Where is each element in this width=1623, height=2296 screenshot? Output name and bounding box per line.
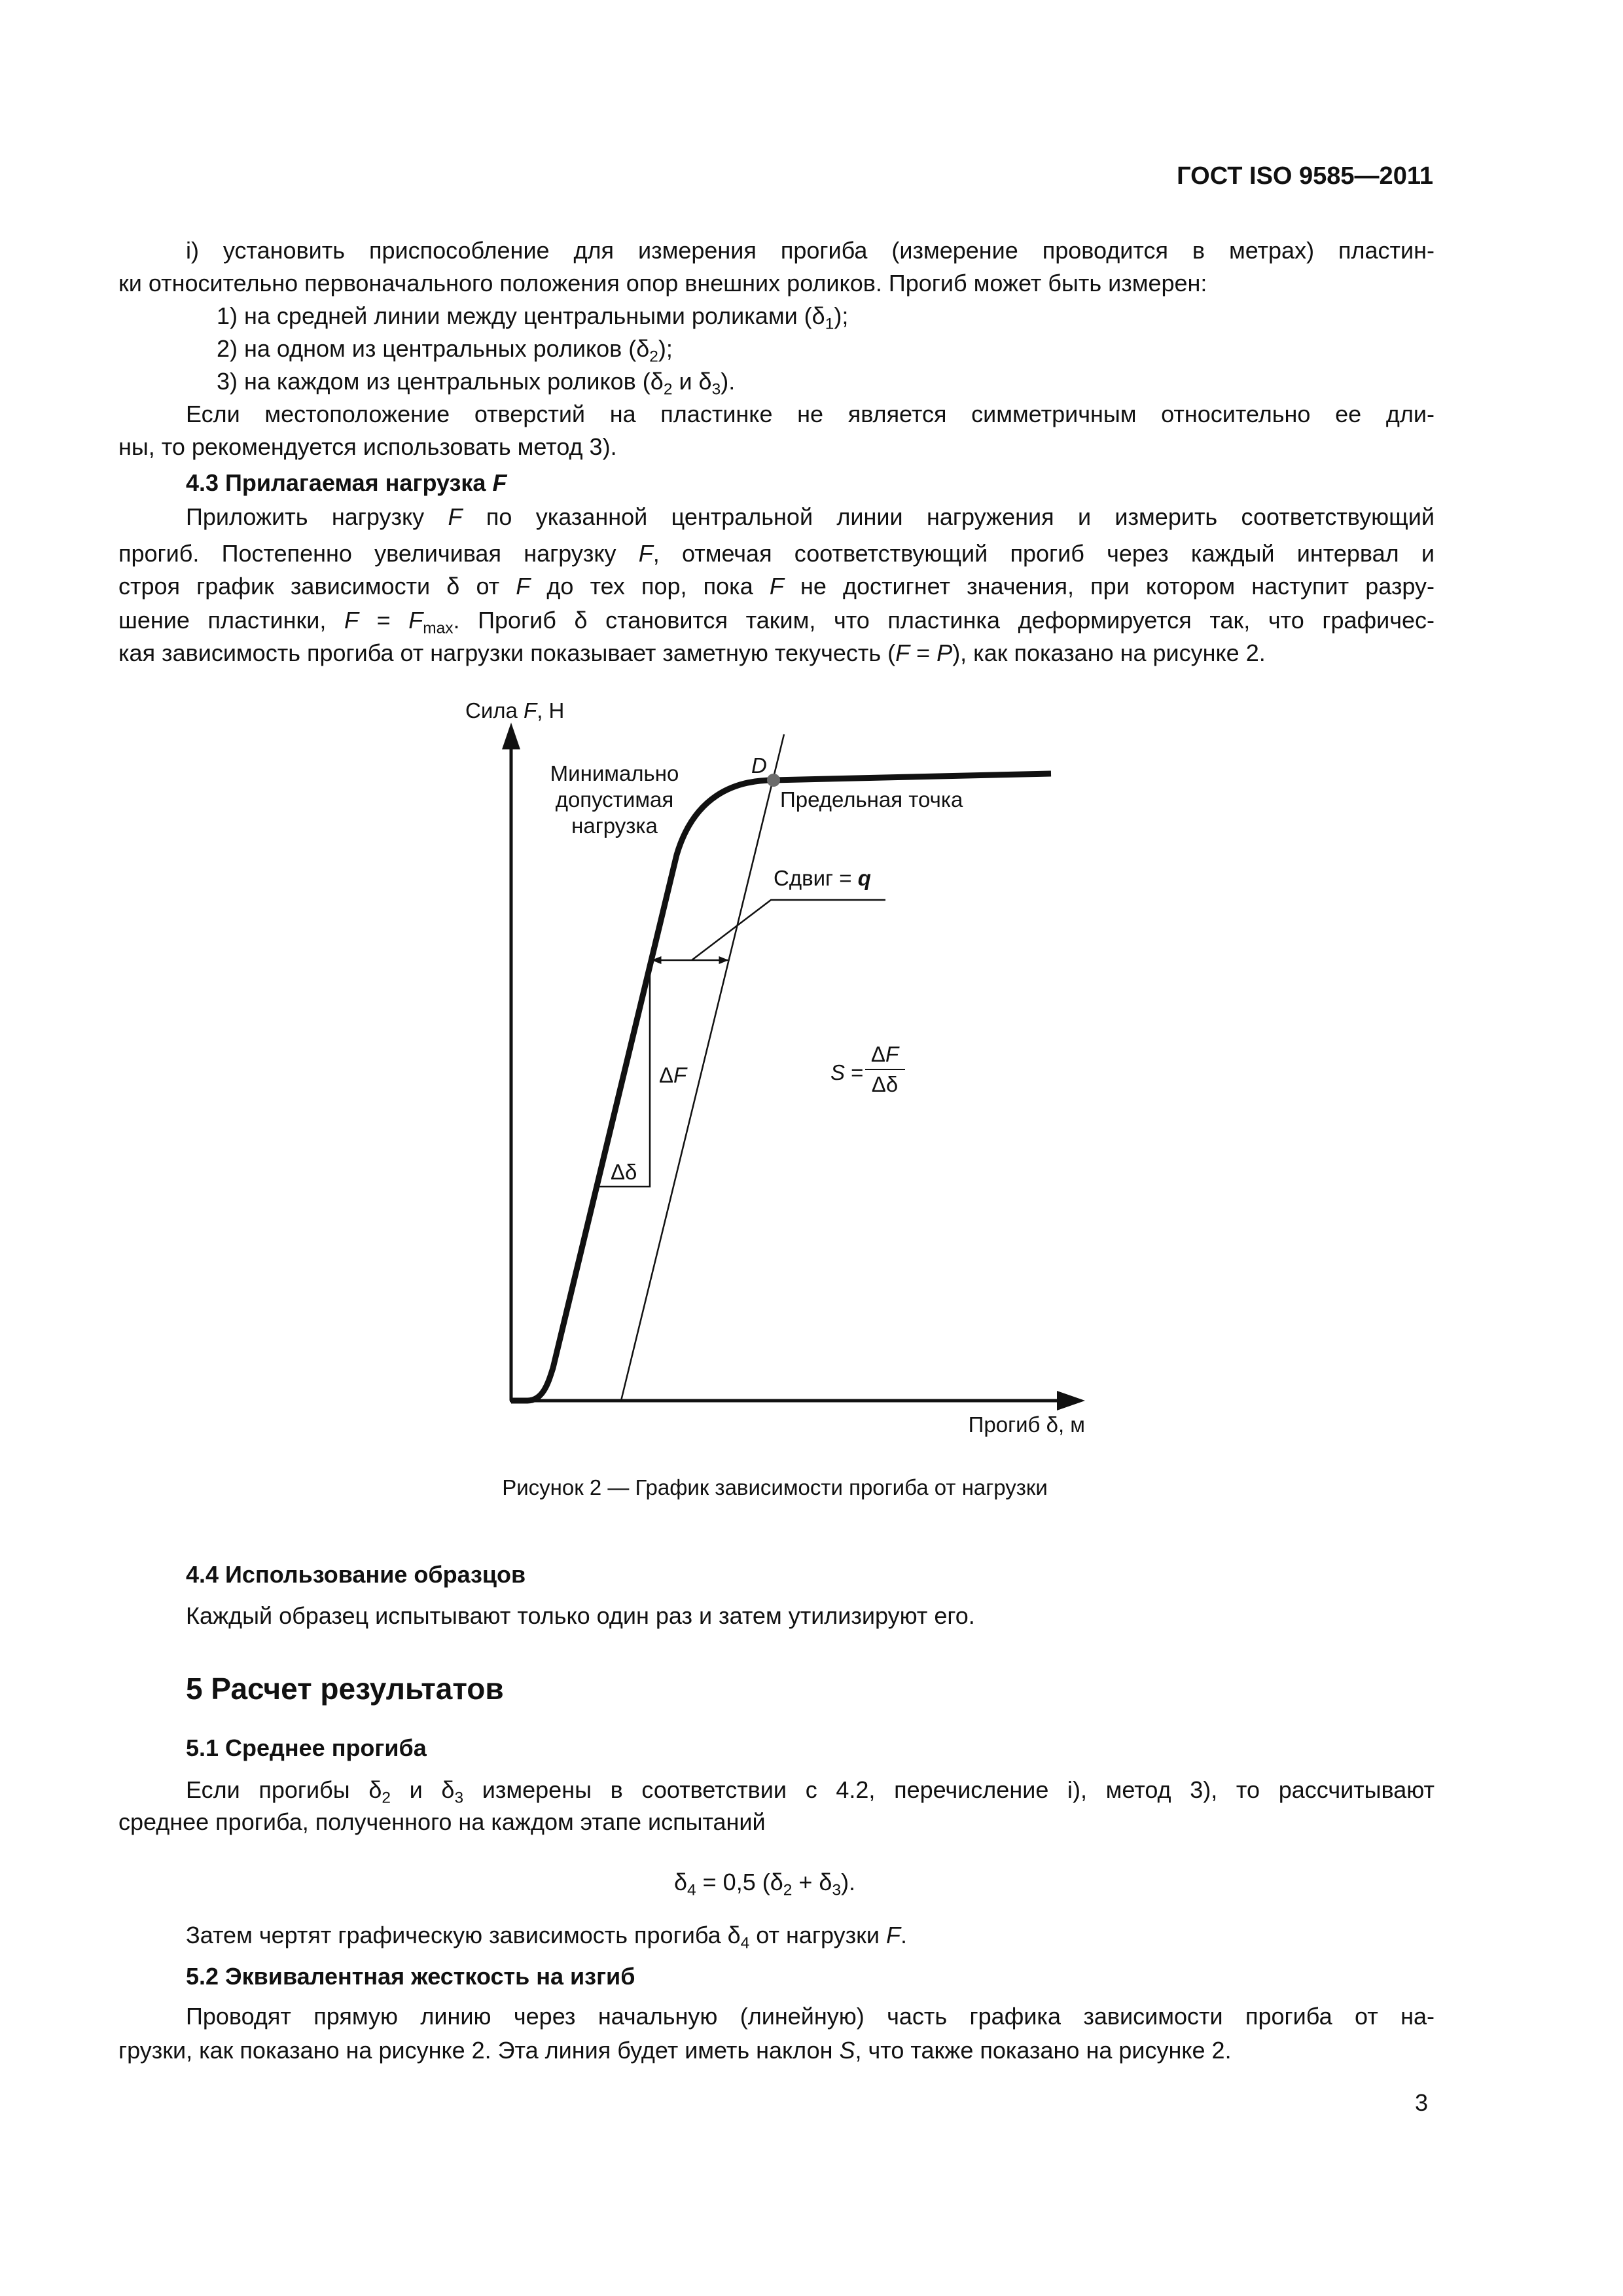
subscript: 4: [740, 1934, 750, 1952]
text-run: δ: [674, 1869, 688, 1895]
text-run: =: [359, 607, 409, 634]
text-run: и δ: [672, 368, 712, 395]
min-load-label-line: нагрузка: [571, 814, 658, 838]
text-run: P: [936, 639, 953, 666]
shift-leader-line: [692, 900, 885, 960]
text-run: ).: [721, 368, 736, 395]
paragraph-line: [186, 2000, 1435, 2033]
limit-point-label: Предельная точка: [780, 787, 963, 812]
text-run: ).: [841, 1869, 856, 1895]
paragraph-line: [186, 1774, 1435, 1806]
text-run: );: [834, 302, 849, 329]
text-run: Если местоположение отверстий на пластинке не является симметричным относительно ее дли-: [186, 401, 1435, 427]
subscript: 1: [825, 315, 834, 333]
text-run: .: [901, 1922, 908, 1948]
formula-delta4: [674, 1866, 855, 1899]
text-run: ки относительно первоначального положения опор внешних роликов. Прогиб может быть измерен:: [118, 270, 1207, 296]
x-axis-arrow-icon: [1057, 1391, 1085, 1410]
svg-text:S =: S =: [830, 1060, 864, 1085]
text-run: , что также показано на рисунке 2.: [855, 2037, 1232, 2064]
text-run: прогиб. Постепенно увеличивая нагрузку: [118, 540, 639, 567]
min-load-label-line: Минимально: [550, 761, 679, 785]
text-run: Каждый образец испытывают только один раз и затем утилизируют его.: [186, 1602, 975, 1629]
text-run: ны, то рекомендуется использовать метод 3).: [118, 433, 617, 460]
text-run: 4.4 Использование образцов: [186, 1561, 526, 1588]
text-run: );: [658, 335, 673, 362]
text-run: строя график зависимости δ от: [118, 573, 516, 600]
text-run: F: [448, 503, 463, 530]
subscript: 2: [663, 380, 673, 399]
svg-text:ΔF: ΔF: [870, 1042, 899, 1066]
text-run: Приложить нагрузку: [186, 503, 448, 530]
text-run: и δ: [390, 1776, 455, 1803]
delta-deflection-label: Δδ: [611, 1160, 637, 1184]
paragraph-line: [186, 1600, 975, 1632]
text-run: Проводят прямую линию через начальную (линейную) часть графика зависимости прогиба от на-: [186, 2003, 1435, 2030]
page-number: 3: [1414, 2089, 1428, 2116]
figure-caption: Рисунок 2 — График зависимости прогиба от нагрузки: [502, 1475, 1048, 1499]
section-heading-5: 5 Расчет результатов: [186, 1672, 504, 1706]
text-run: по указанной центральной линии нагружения и измерить соответствующий: [462, 503, 1435, 530]
text-run: 5.2 Эквивалентная жесткость на изгиб: [186, 1963, 635, 1990]
document-header: ГОСТ ISO 9585—2011: [1177, 162, 1433, 190]
section-heading-5-2: [186, 1960, 635, 1993]
subscript: 2: [382, 1789, 391, 1806]
y-axis-label: Сила F, Н: [465, 698, 565, 723]
section-heading-5-1: [186, 1732, 427, 1765]
text-run: шение пластинки,: [118, 607, 345, 634]
subscript: 3: [454, 1789, 464, 1806]
paragraph-line: [186, 1919, 907, 1952]
text-run: F: [408, 607, 423, 634]
subscript: max: [423, 619, 454, 637]
text-run: i) установить приспособление для измерения прогиба (измерение проводится в метрах) пластин-: [186, 237, 1435, 264]
text-run: 1) на средней линии между центральными роликами (δ: [217, 302, 825, 329]
subscript: 2: [783, 1881, 793, 1899]
slope-formula: [830, 1042, 905, 1096]
text-run: грузки, как показано на рисунке 2. Эта линия будет иметь наклон: [118, 2037, 840, 2064]
section-heading-4-4: [186, 1558, 526, 1591]
paragraph-line: [118, 1806, 1435, 1839]
text-run: = 0,5 (δ: [696, 1869, 783, 1895]
delta-f-label: ΔF: [659, 1063, 687, 1087]
text-run: измерены в соответствии с 4.2, перечисление i), метод 3), то рассчитывают: [463, 1776, 1435, 1803]
text-run: ), как показано на рисунке 2.: [952, 639, 1266, 666]
text-run: F: [886, 1922, 901, 1948]
subscript: 3: [832, 1881, 842, 1899]
text-run: среднее прогиба, полученного на каждом этапе испытаний: [118, 1808, 766, 1835]
text-run: F: [516, 573, 531, 600]
svg-text:Δδ: Δδ: [871, 1072, 899, 1096]
text-run: Если прогибы δ: [186, 1776, 382, 1803]
text-run: 2) на одном из центральных роликов (δ: [217, 335, 650, 362]
min-load-label-line: допустимая: [555, 787, 674, 812]
text-run: F: [344, 607, 359, 634]
text-run: , отмечая соответствующий прогиб через каждый интервал и: [652, 540, 1435, 567]
point-d-label: D: [751, 753, 767, 778]
text-run: 4.3 Прилагаемая нагрузка: [186, 469, 493, 496]
text-run: + δ: [792, 1869, 832, 1895]
y-axis-arrow-icon: [502, 723, 520, 749]
text-run: не достигнет значения, при котором наступит разру-: [783, 573, 1435, 600]
text-run: F: [638, 540, 653, 567]
limit-point-marker: [767, 774, 780, 787]
text-run: F: [769, 573, 784, 600]
text-run: F: [492, 469, 507, 496]
text-run: . Прогиб δ становится таким, что пластинка деформируется так, что графичес-: [453, 607, 1435, 634]
shift-label: Сдвиг = q: [774, 866, 871, 890]
paragraph-line: [118, 2034, 1435, 2067]
text-run: до тех пор, пока: [530, 573, 770, 600]
x-axis-label: Прогиб δ, м: [968, 1412, 1085, 1437]
text-run: =: [910, 639, 937, 666]
text-run: кая зависимость прогиба от нагрузки показывает заметную текучесть (: [118, 639, 896, 666]
text-run: 3) на каждом из центральных роликов (δ: [217, 368, 664, 395]
text-run: 5.1 Среднее прогиба: [186, 1734, 427, 1761]
text-run: от нагрузки: [749, 1922, 887, 1948]
subscript: 2: [649, 348, 658, 366]
subscript: 3: [711, 380, 721, 399]
subscript: 4: [687, 1881, 696, 1899]
text-run: S: [839, 2037, 855, 2064]
text-run: F: [895, 639, 910, 666]
text-run: Затем чертят графическую зависимость прогиба δ: [186, 1922, 741, 1948]
